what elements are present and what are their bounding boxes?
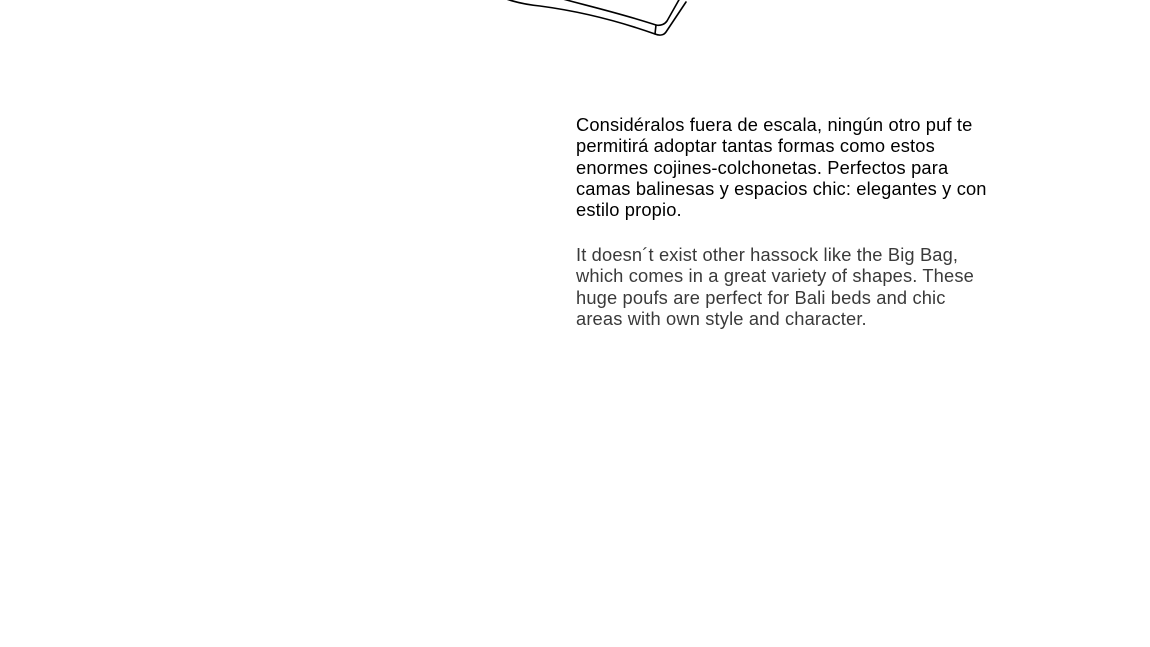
pouf-cushion-outline-icon: [460, 0, 720, 50]
description-english: It doesn´t exist other hassock like the Big Bag, which comes in a great variety of shapes. These huge poufs are perfect for Bali beds and chic areas with own style and character.: [576, 244, 974, 329]
description-spanish: Considéralos fuera de escala, ningún otro puf te permitirá adoptar tantas formas como estos enormes cojines-colchonetas. Perfectos para camas balinesas y espacios chic: elegantes y con estilo propio.: [576, 114, 987, 221]
